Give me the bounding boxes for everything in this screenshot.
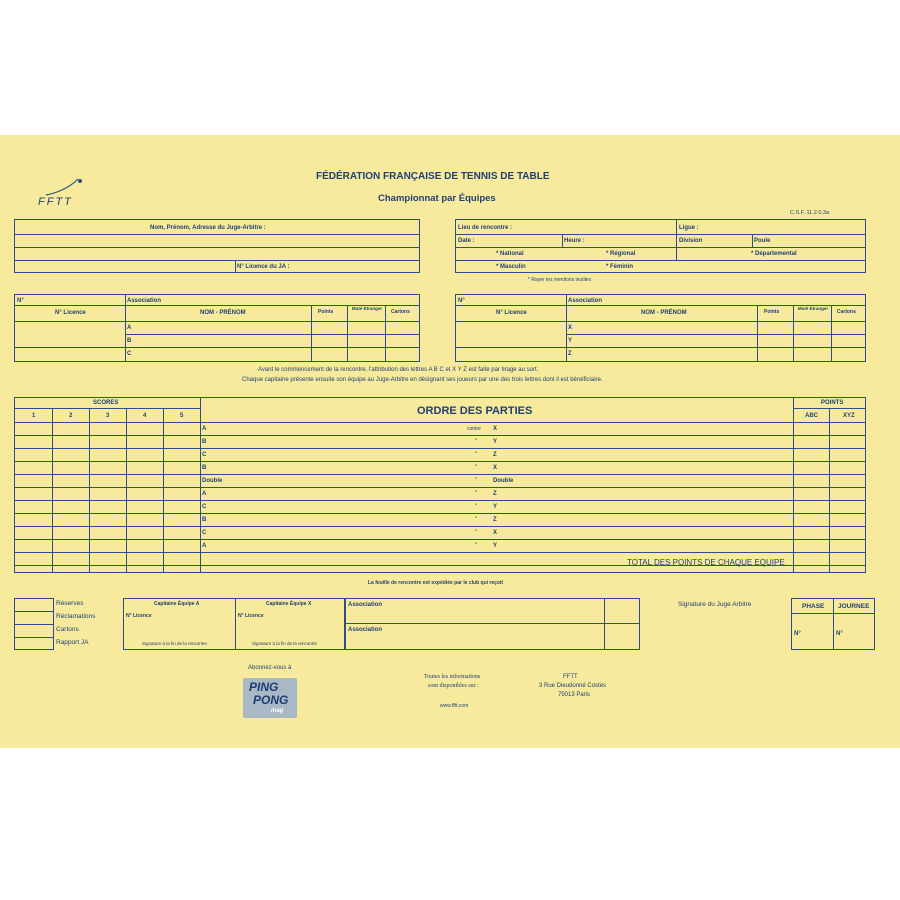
check-cartons[interactable]: Cartons <box>56 626 79 633</box>
match-row-1-right: X <box>493 426 498 432</box>
match-row-3-right: Z <box>493 452 497 458</box>
expedition-note: La feuille de rencontre est expédiée par le club qui reçoit <box>368 580 504 586</box>
captain-x-licence: N° Licence <box>238 613 264 619</box>
match-row-2-left: B <box>202 439 207 445</box>
row-separator <box>15 552 865 553</box>
heure-label: Heure : <box>564 238 585 244</box>
checks-box <box>14 598 54 650</box>
match-row-9-sep: " <box>475 530 478 536</box>
score-col-1: 1 <box>32 413 36 419</box>
poule-label: Poule <box>754 238 771 244</box>
instruction-line-2: Chaque capitaine présente ensuite son équipe au Juge-Arbitre en désignant ses joueurs par une des trois lettres dont il est bénéficiaire. <box>242 377 603 383</box>
match-row-5-right: Double <box>493 478 514 484</box>
points-label: POINTS <box>821 400 844 406</box>
abonnez-label: Abonnez-vous à <box>248 665 292 671</box>
team-left-licence-header: N° Licence <box>55 310 86 316</box>
match-row-1-left: A <box>202 426 207 432</box>
team-right-table <box>455 294 866 362</box>
phase-journee-box <box>791 598 875 650</box>
match-row-6-right: Z <box>493 491 497 497</box>
team-left-letter-b: B <box>127 338 132 344</box>
rayer-note: * Rayer les mentions inutiles <box>528 277 592 283</box>
match-row-8-right: Z <box>493 517 497 523</box>
team-left-n: N° <box>17 298 24 304</box>
row-separator <box>15 435 865 436</box>
ja-signature-label: Signature du Juge Arbitre <box>678 601 752 608</box>
captain-a-label: Capitaine Équipe A <box>154 601 200 607</box>
row-separator <box>15 539 865 540</box>
match-row-6-left: A <box>202 491 207 497</box>
national-option[interactable]: * National <box>496 251 524 257</box>
masculin-option[interactable]: * Masculin <box>496 264 526 270</box>
website-link[interactable]: www.fftt.com <box>440 703 469 709</box>
score-col-2: 2 <box>69 413 73 419</box>
address-line-3: 75013 Paris <box>558 692 591 698</box>
match-row-5-left: Double <box>202 478 223 484</box>
team-left-letter-c: C <box>127 351 132 357</box>
score-col-5: 5 <box>180 413 184 419</box>
row-separator <box>15 474 865 475</box>
lieu-label: Lieu de rencontre : <box>458 225 513 231</box>
team-right-letter-z: Z <box>568 351 572 357</box>
captain-a-signature: Signature à la fin de la rencontre <box>142 641 208 646</box>
abc-label: ABC <box>805 413 818 419</box>
division-label: Division <box>679 238 703 244</box>
ligue-label: Ligue : <box>679 225 699 231</box>
check-reserves[interactable]: Réserves <box>56 600 84 607</box>
match-row-2-sep: " <box>475 439 478 445</box>
journee-number: N° <box>836 631 843 637</box>
form-code: C.S.F. 11.2.0.3a <box>790 210 830 216</box>
row-separator <box>15 500 865 501</box>
match-row-3-sep: " <box>475 452 478 458</box>
score-sheet <box>0 135 900 748</box>
phase-number: N° <box>794 631 801 637</box>
match-row-7-right: Y <box>493 504 498 510</box>
check-reclamations[interactable]: Réclamations <box>56 613 96 620</box>
captains-box <box>123 598 345 650</box>
team-right-n: N° <box>458 298 465 304</box>
score-col-4: 4 <box>143 413 147 419</box>
page-subtitle: Championnat par Équipes <box>378 193 496 204</box>
match-row-2-right: Y <box>493 439 498 445</box>
scores-label: SCORES <box>93 400 119 406</box>
ja-name-label: Nom, Prénom, Adresse du Juge-Arbitre : <box>150 225 266 231</box>
ping-pong-mag-logo <box>243 678 297 718</box>
total-label: TOTAL DES POINTS DE CHAQUE EQUIPE <box>627 558 785 567</box>
regional-option[interactable]: * Régional <box>606 251 636 257</box>
ja-box <box>14 219 420 273</box>
infos-line-2: sont disponibles sur : <box>428 683 479 689</box>
team-left-association: Association <box>127 298 162 304</box>
parties-title: ORDRE DES PARTIES <box>417 405 533 417</box>
team-right-letter-y: Y <box>568 338 573 344</box>
match-row-4-left: B <box>202 465 207 471</box>
match-row-7-sep: " <box>475 504 478 510</box>
association-1-label: Association <box>348 602 383 608</box>
fftt-logo <box>38 177 94 207</box>
row-separator <box>15 487 865 488</box>
parties-table <box>14 397 866 573</box>
team-left-mute-header: Muté Etranger <box>351 306 383 311</box>
team-left-nom-header: NOM - PRÉNOM <box>200 310 246 316</box>
ping-text: PING <box>249 680 279 694</box>
match-row-6-sep: " <box>475 491 478 497</box>
team-right-licence-header: N° Licence <box>496 310 527 316</box>
row-separator <box>15 526 865 527</box>
date-label: Date : <box>458 238 475 244</box>
match-row-8-sep: " <box>475 517 478 523</box>
match-row-4-right: X <box>493 465 498 471</box>
match-row-10-right: Y <box>493 543 498 549</box>
match-row-9-right: X <box>493 530 498 536</box>
team-right-nom-header: NOM - PRÉNOM <box>641 310 687 316</box>
instruction-line-1: Avant le commencement de la rencontre, l'attribution des lettres A B C et X Y Z est faite par tirage au sort. <box>258 367 539 373</box>
feminin-option[interactable]: * Féminin <box>606 264 634 270</box>
association-2-label: Association <box>348 627 383 633</box>
score-col-3: 3 <box>106 413 110 419</box>
associations-box <box>345 598 640 650</box>
xyz-label: XYZ <box>843 413 855 419</box>
match-row-7-left: C <box>202 504 207 510</box>
team-right-letter-x: X <box>568 325 573 331</box>
match-row-5-sep: " <box>475 478 478 484</box>
team-right-mute-header: Muté Etranger <box>797 306 829 311</box>
match-row-10-left: A <box>202 543 207 549</box>
address-line-1: FFTT <box>563 674 578 680</box>
mag-text: mag <box>271 708 284 714</box>
match-row-8-left: B <box>202 517 207 523</box>
match-row-1-sep: contre <box>467 426 481 432</box>
check-rapport-ja[interactable]: Rapport JA <box>56 639 89 646</box>
row-separator <box>15 513 865 514</box>
phase-label: PHASE <box>802 603 825 610</box>
team-right-cartons-header: Cartons <box>837 309 856 315</box>
departemental-option[interactable]: * Départemental <box>751 251 797 257</box>
ja-licence-label: N° Licence du JA : <box>237 264 290 270</box>
team-left-cartons-header: Cartons <box>391 309 410 315</box>
match-row-3-left: C <box>202 452 207 458</box>
address-line-2: 3 Rue Dieudonné Costes <box>539 683 607 689</box>
page-title: FÉDÉRATION FRANÇAISE DE TENNIS DE TABLE <box>316 171 550 182</box>
team-left-letter-a: A <box>127 325 132 331</box>
logo-text: FFTT <box>38 196 73 208</box>
infos-line-1: Toutes les informations <box>424 674 481 680</box>
row-separator <box>15 448 865 449</box>
match-row-9-left: C <box>202 530 207 536</box>
team-right-points-header: Points <box>764 309 780 315</box>
match-row-4-sep: " <box>475 465 478 471</box>
journee-label: JOURNEE <box>838 603 870 610</box>
captain-x-label: Capitaine Équipe X <box>266 601 312 607</box>
team-right-association: Association <box>568 298 603 304</box>
team-left-table <box>14 294 420 362</box>
row-separator <box>15 461 865 462</box>
pong-text: PONG <box>253 693 289 707</box>
captain-a-licence: N° Licence <box>126 613 152 619</box>
team-left-points-header: Points <box>318 309 334 315</box>
match-row-10-sep: " <box>475 543 478 549</box>
match-info-box <box>455 219 866 273</box>
captain-x-signature: Signature à la fin de la rencontre <box>252 641 318 646</box>
